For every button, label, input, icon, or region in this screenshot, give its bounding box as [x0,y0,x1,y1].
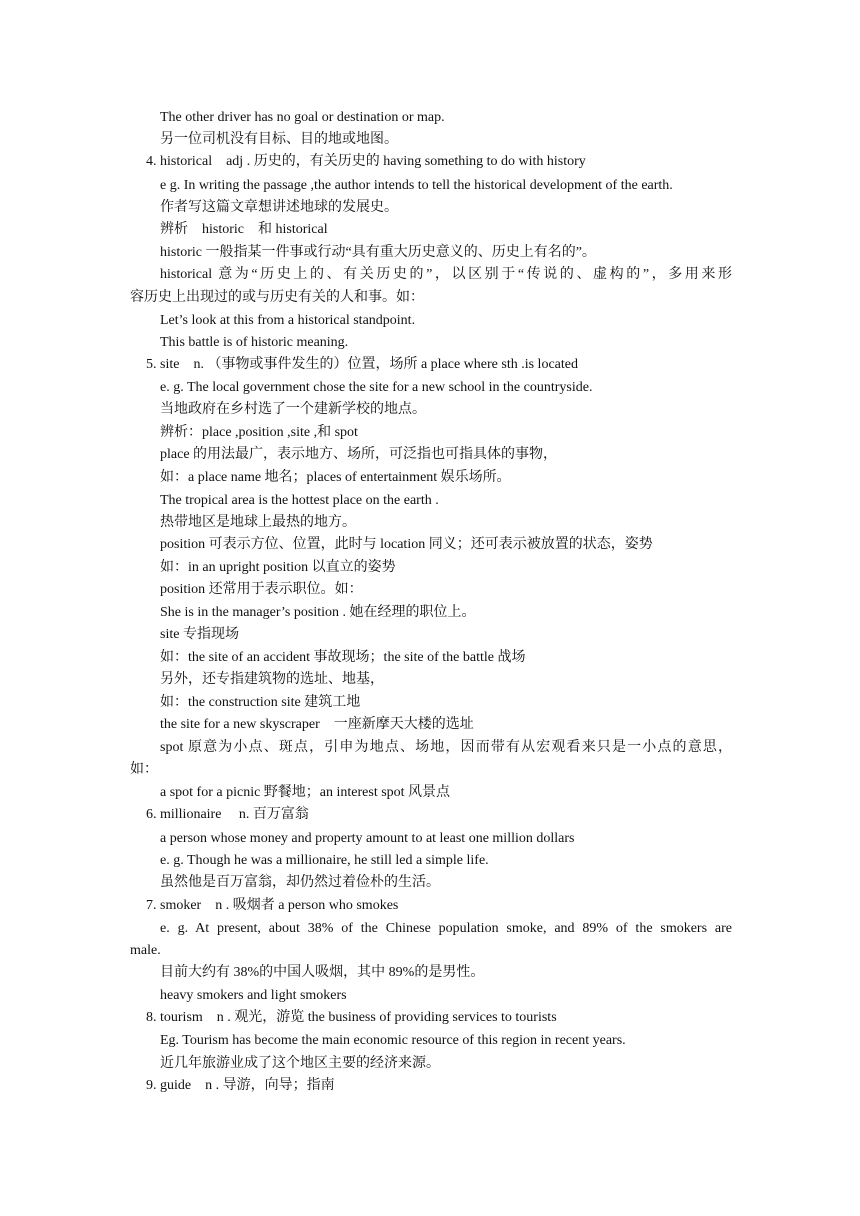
text-line: e. g. Though he was a millionaire, he still led a simple life. [160,853,489,868]
numbered-entry: 5. site n. （事物或事件发生的）位置，场所 a place where sth .is located [146,357,578,372]
text-line: 如： [130,762,158,777]
text-line: Let’s look at this from a historical standpoint. [160,313,416,328]
text-line: historic 一般指某一件事或行动“具有重大历史意义的、历史上有名的”。 [160,245,596,260]
text-line: e. g. At present, about 38% of the Chinese population smoke, and 89% of the smokers are [160,921,732,936]
text-line: male. [130,943,161,958]
text-line: 作者写这篇文章想讲述地球的发展史。 [160,200,398,215]
text-line: 辨析 historic 和 historical [160,222,328,237]
text-line: 如：a place name 地名；places of entertainment 娱乐场所。 [160,470,511,485]
text-line: 容历史上出现过的或与历史有关的人和事。如： [130,290,424,305]
text-line: site 专指现场 [160,627,239,642]
text-line: 近几年旅游业成了这个地区主要的经济来源。 [160,1056,440,1071]
text-line: spot 原意为小点、斑点，引申为地点、场地，因而带有从宏观看来只是一小点的意思， [160,740,732,755]
numbered-entry: 8. tourism n . 观光，游览 the business of providing services to tourists [146,1010,557,1025]
text-line: 当地政府在乡村选了一个建新学校的地点。 [160,402,426,417]
text-line: The tropical area is the hottest place on the earth . [160,493,439,508]
text-line: historical 意为“历史上的、有关历史的”，以区别于“传说的、虚构的”，多用来形 [160,267,732,282]
text-line: e g. In writing the passage ,the author intends to tell the historical development of the earth. [160,178,673,193]
text-line: The other driver has no goal or destination or map. [160,110,445,125]
text-line: heavy smokers and light smokers [160,988,347,1003]
numbered-entry: 9. guide n . 导游，向导；指南 [146,1078,335,1093]
text-line: a spot for a picnic 野餐地；an interest spot 风景点 [160,785,451,800]
text-line: 目前大约有 38%的中国人吸烟，其中 89%的是男性。 [160,965,485,980]
text-line: 虽然他是百万富翁，却仍然过着俭朴的生活。 [160,875,440,890]
text-line: She is in the manager’s position . 她在经理的职位上。 [160,605,476,620]
text-line: place 的用法最广，表示地方、场所，可泛指也可指具体的事物， [160,447,558,462]
text-line: 另外，还专指建筑物的选址、地基， [160,672,384,687]
text-line: e. g. The local government chose the site for a new school in the countryside. [160,380,593,395]
text-line: 如：in an upright position 以直立的姿势 [160,560,396,575]
text-line: the site for a new skyscraper 一座新摩天大楼的选址 [160,717,474,732]
text-line: 如：the site of an accident 事故现场；the site of the battle 战场 [160,650,526,665]
numbered-entry: 4. historical adj . 历史的，有关历史的 having something to do with history [146,154,586,169]
text-line: a person whose money and property amount to at least one million dollars [160,831,575,846]
text-line: 如：the construction site 建筑工地 [160,695,361,710]
text-line: 辨析：place ,position ,site ,和 spot [160,425,358,440]
text-line: This battle is of historic meaning. [160,335,349,350]
text-line: 热带地区是地球上最热的地方。 [160,515,356,530]
numbered-entry: 6. millionaire n. 百万富翁 [146,807,309,822]
text-line: Eg. Tourism has become the main economic resource of this region in recent years. [160,1033,626,1048]
text-line: position 还常用于表示职位。如： [160,582,363,597]
text-line: position 可表示方位、位置，此时与 location 同义；还可表示被放置的状态，姿势 [160,537,653,552]
text-line: 另一位司机没有目标、目的地或地图。 [160,132,398,147]
numbered-entry: 7. smoker n . 吸烟者 a person who smokes [146,898,399,913]
